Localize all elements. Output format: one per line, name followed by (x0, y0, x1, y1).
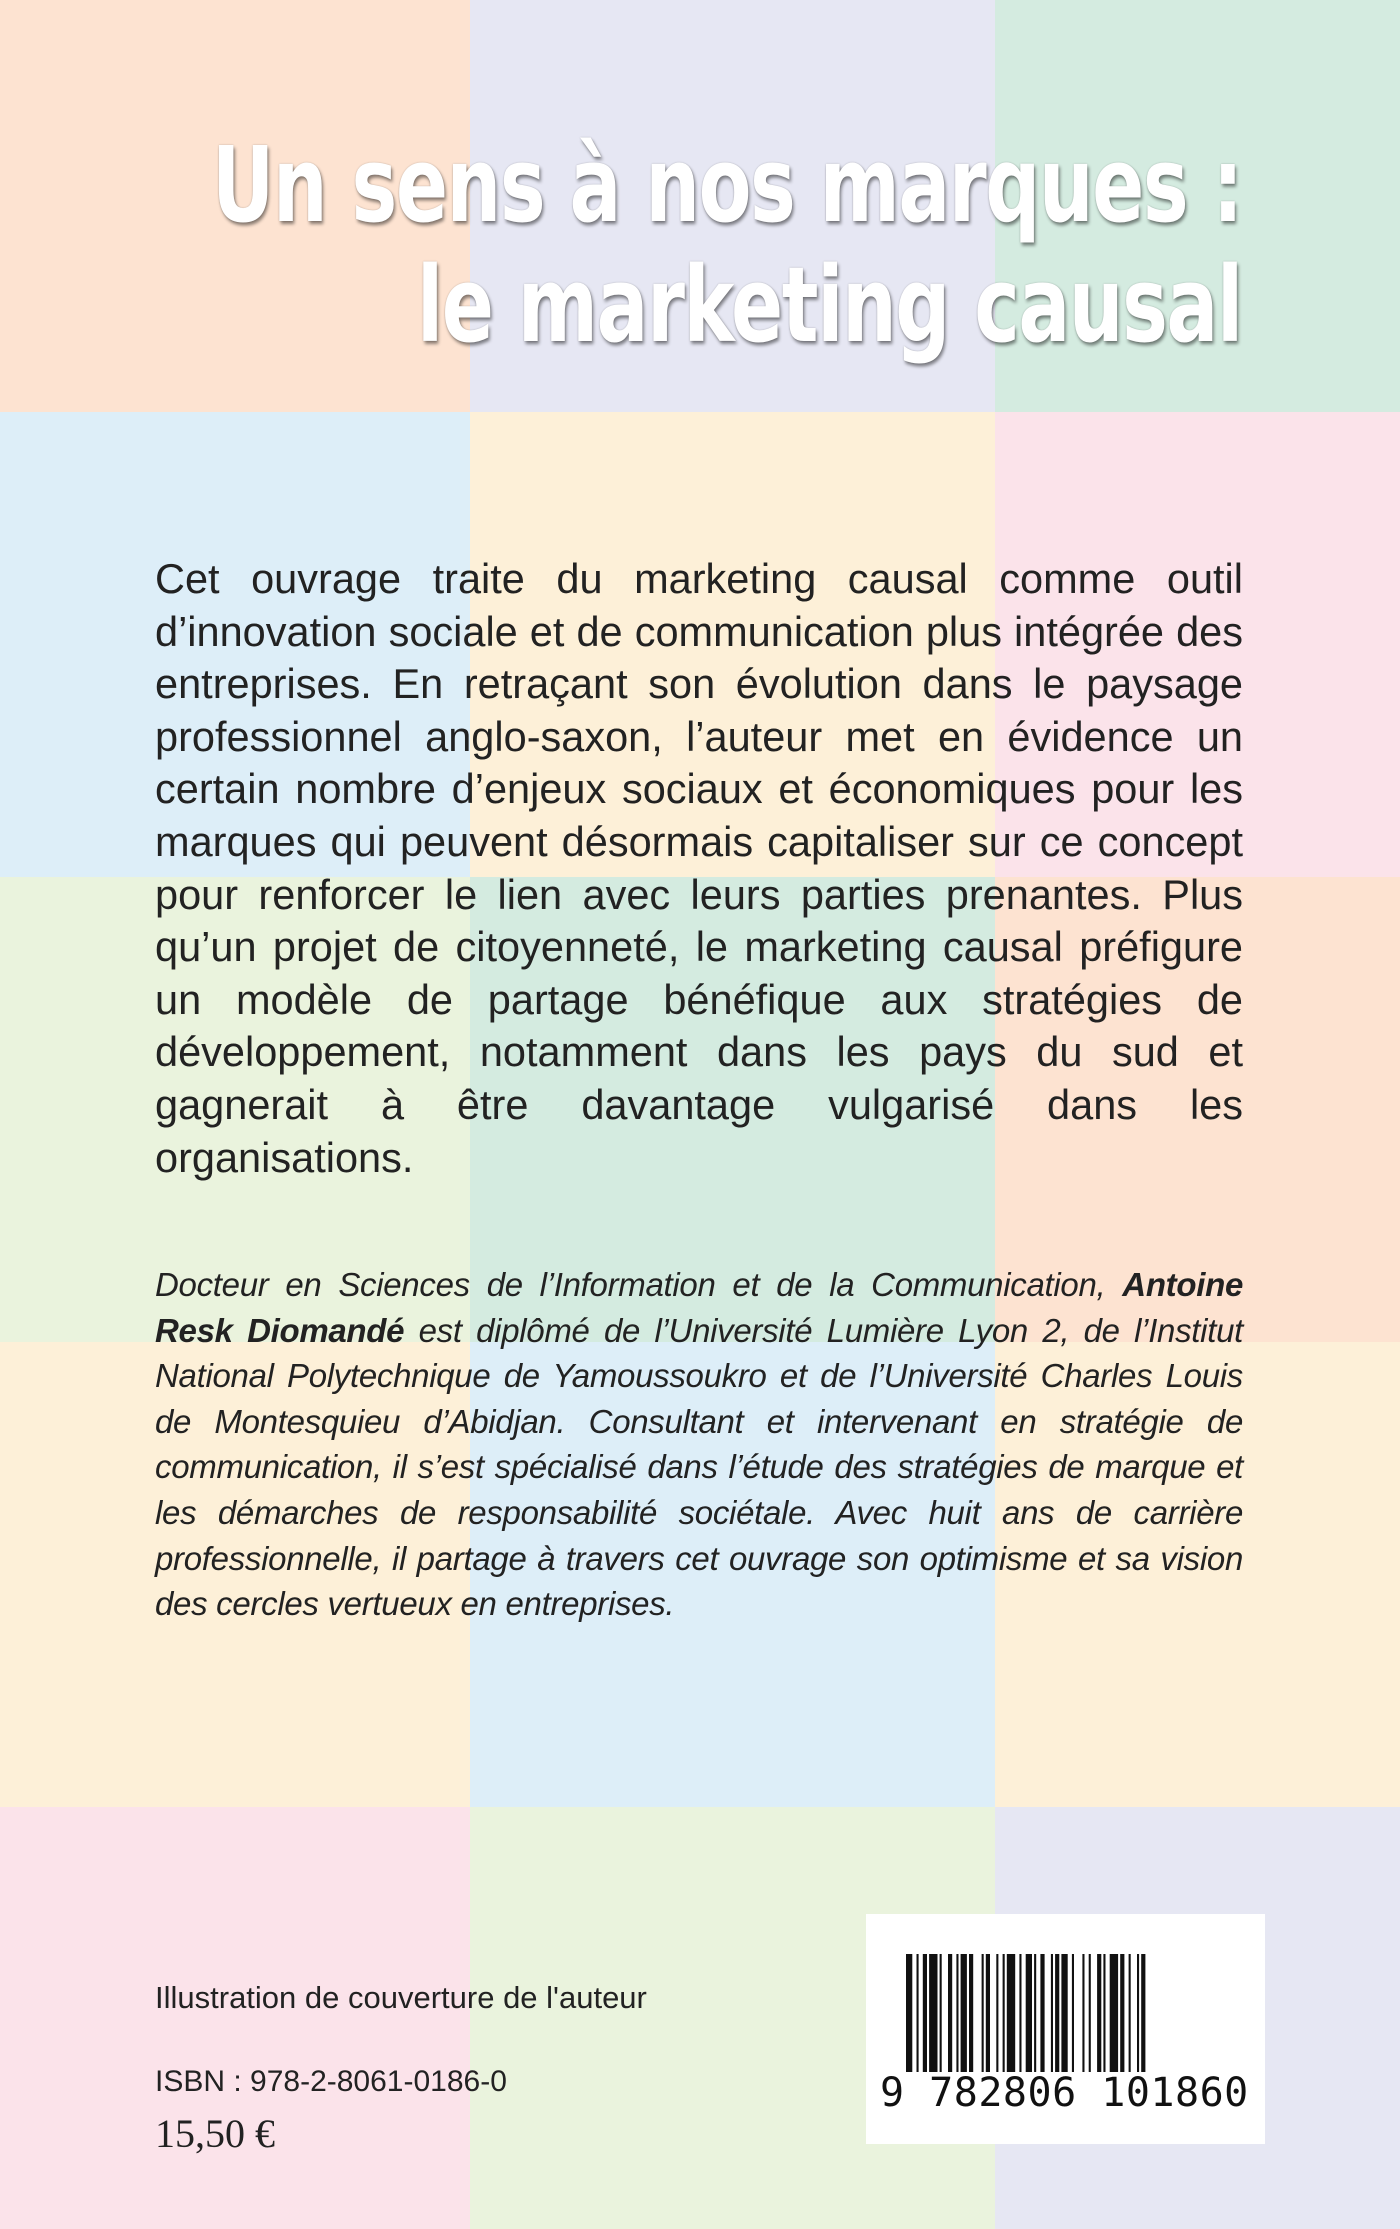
barcode-bar (956, 1954, 958, 2072)
background-tile (0, 1807, 470, 2229)
barcode-bar (1026, 1954, 1032, 2072)
barcode-bar (1019, 1954, 1021, 2072)
illustration-credit: Illustration de couverture de l'auteur (155, 1980, 647, 2015)
book-title-line-1: Un sens à nos marques : (212, 124, 1242, 246)
barcode-bar (1061, 1954, 1067, 2072)
barcode-bar (929, 1954, 937, 2072)
barcode-bars (906, 1954, 1226, 2072)
barcode-bar (982, 1954, 984, 2072)
author-name: Antoine Resk Diomandé (155, 1266, 1243, 1349)
barcode-bar (1034, 1954, 1036, 2072)
book-description: Cet ouvrage traite du marketing causal comme outil d’innovation sociale et de communication plus intégrée des entreprises. En retraçant son évolution dans le paysage professionnel anglo-saxon, l’auteur met en évidence un certain nombre d’enjeux sociaux et économiques pour les marques qui peuvent désormais capitaliser sur ce concept pour renforcer le lien avec leurs parties prenantes. Plus qu’un projet de citoyenneté, le marketing causal préfigure un modèle de partage bénéfique aux stratégies de développement, notamment dans les pays du sud et gagnerait à être davantage vulgarisé dans les organisations. (155, 555, 1243, 1181)
barcode-bar (1110, 1954, 1118, 2072)
barcode-bar (906, 1954, 912, 2072)
isbn-text: ISBN : 978-2-8061-0186-0 (155, 2065, 507, 2098)
barcode-bar (1055, 1954, 1059, 2072)
barcode-bar (961, 1954, 967, 2072)
barcode-number: 9 782806 101860 (880, 2070, 1249, 2116)
barcode-bar (1089, 1954, 1091, 2072)
book-title-line-2: le marketing causal (417, 244, 1242, 366)
barcode (866, 1914, 1265, 2144)
barcode-bar (923, 1954, 927, 2072)
author-bio (155, 1262, 1243, 1627)
author-bio-prefix: Docteur en Sciences de l’Information et de la Communication, (155, 1266, 1123, 1303)
barcode-bar (948, 1954, 952, 2072)
barcode-bar (1072, 1954, 1074, 2072)
barcode-bar (1137, 1954, 1139, 2072)
barcode-bar (917, 1954, 919, 2072)
barcode-bar (1097, 1954, 1101, 2072)
barcode-bar (1129, 1954, 1131, 2072)
barcode-bar (1051, 1954, 1053, 2072)
barcode-bar (996, 1954, 998, 2072)
barcode-bar (940, 1954, 942, 2072)
barcode-bar (986, 1954, 990, 2072)
barcode-bar (1040, 1954, 1044, 2072)
barcode-bar (1007, 1954, 1015, 2072)
price-text: 15,50 € (155, 2111, 275, 2156)
barcode-bar (969, 1954, 973, 2072)
author-bio-suffix: est diplômé de l’Université Lumière Lyon 2, de l’Institut National Polytechnique de Yamoussoukro et de l’Université Charles Louis de Montesquieu d’Abidjan. Consultant et intervenant en stratégie de communication, il s’est spécialisé dans l’étude des stratégies de marque et les démarches de responsabilité sociétale. Avec huit ans de carrière professionnelle, il partage à travers cet ouvrage son optimisme et sa vision des cercles vertueux en entreprises. (155, 1311, 1244, 1623)
barcode-bar (1003, 1954, 1005, 2072)
barcode-bar (1141, 1954, 1145, 2072)
barcode-bar (1103, 1954, 1105, 2072)
barcode-bar (1120, 1954, 1124, 2072)
barcode-bar (1082, 1954, 1084, 2072)
